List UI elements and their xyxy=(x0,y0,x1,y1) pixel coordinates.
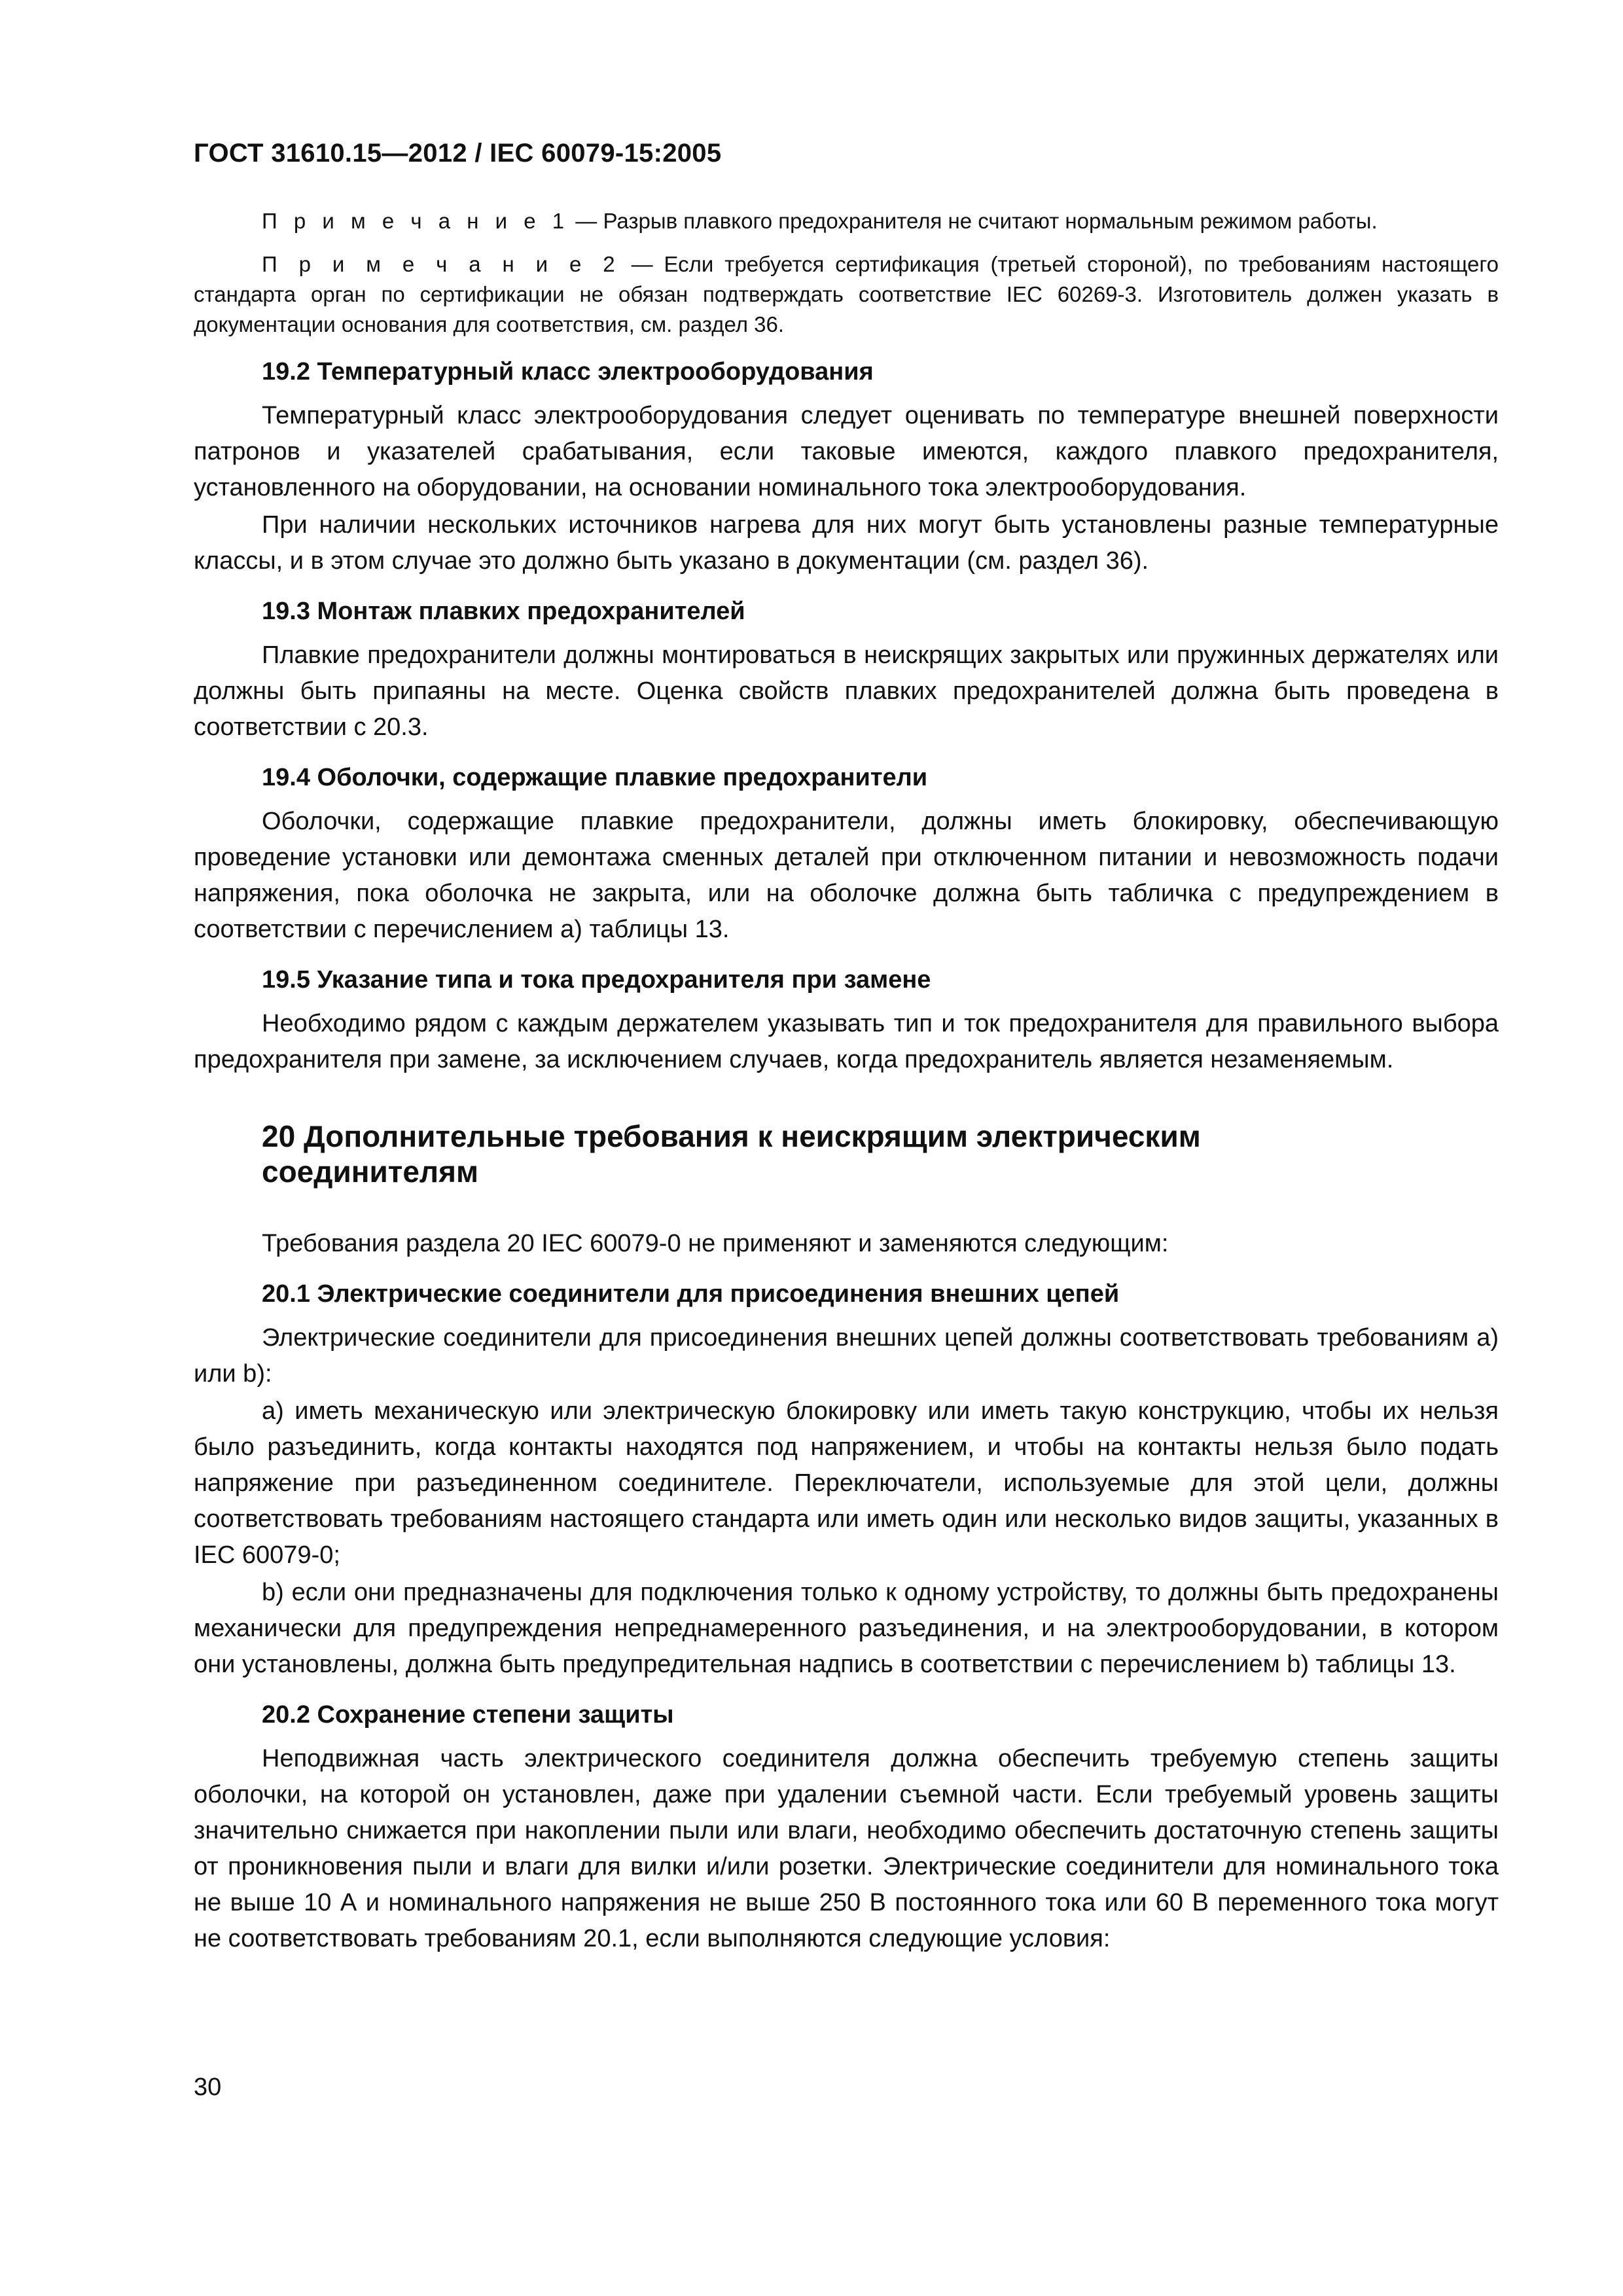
section-19-3-heading: 19.3 Монтаж плавких предохранителей xyxy=(262,598,745,625)
note-1 xyxy=(194,206,1499,236)
section-19-4-heading: 19.4 Оболочки, содержащие плавкие предохранители xyxy=(262,764,928,791)
paragraph: Неподвижная часть электрического соединителя должна обеспечить требуемую степень защиты оболочки, на которой он установлен, даже при удалении съемной части. Если требуемый уровень защиты значительно снижается при накоплении пыли или влаги, необходимо обеспечить достаточную степень защиты от проникновения пыли и влаги для вилки и/или розетки. Электрические соединители для номинального тока не выше 10 А и номинального напряжения не выше 250 В постоянного тока или 60 В переменного тока могут не соответствовать требованиям 20.1, если выполняются следующие условия: xyxy=(194,1745,1499,1952)
document-header: ГОСТ 31610.15—2012 / IEC 60079-15:2005 xyxy=(194,139,722,168)
note-label: П р и м е ч а н и е 1 xyxy=(262,209,570,233)
paragraph: Требования раздела 20 IEC 60079-0 не применяют и заменяются следующим: xyxy=(262,1230,1169,1257)
paragraph: Оболочки, содержащие плавкие предохранители, должны иметь блокировку, обеспечивающую проведение установки или демонтажа сменных деталей при отключенном питании и невозможность подачи напряжения, пока оболочка не закрыта, или на оболочке должна быть табличка с предупреждением в соответствии с перечислением a) таблицы 13. xyxy=(194,808,1499,943)
paragraph: При наличии нескольких источников нагрева для них могут быть установлены разные температурные классы, и в этом случае это должно быть указано в документации (см. раздел 36). xyxy=(194,511,1499,575)
note-text: — Если требуется сертификация (третьей стороной), по требованиям настоящего стандарта орган по сертификации не обязан подтверждать соответствие IEC 60269-3. Изготовитель должен указать в документации основания для соответствия, см. раздел 36. xyxy=(194,252,1499,336)
section-20-heading: 20 Дополнительные требования к неискрящим электрическим соединителям xyxy=(262,1119,1201,1189)
section-19-5-heading: 19.5 Указание типа и тока предохранителя при замене xyxy=(262,966,931,994)
note-text: — Разрыв плавкого предохранителя не считают нормальным режимом работы. xyxy=(569,209,1378,233)
paragraph: Температурный класс электрооборудования следует оценивать по температуре внешней поверхности патронов и указателей срабатывания, если таковые имеются, каждого плавкого предохранителя, установленного на оборудовании, на основании номинального тока электрооборудования. xyxy=(194,402,1499,501)
list-item-a: a) иметь механическую или электрическую блокировку или иметь такую конструкцию, чтобы их нельзя было разъединить, когда контакты находятся под напряжением, и чтобы на контакты нельзя было подать напряжение при разъединенном соединителе. Переключатели, используемые для этой цели, должны соответствовать требованиям настоящего стандарта или иметь один или несколько видов защиты, указанных в IEC 60079-0; xyxy=(194,1397,1499,1569)
section-20-2-heading: 20.2 Сохранение степени защиты xyxy=(262,1701,674,1729)
note-2 xyxy=(194,249,1499,340)
list-item-b: b) если они предназначены для подключения только к одному устройству, то должны быть предохранены механически для предупреждения непреднамеренного разъединения, и на электрооборудовании, в котором они установлены, должна быть предупредительная надпись в соответствии с перечислением b) таблицы 13. xyxy=(194,1579,1499,1678)
section-19-2-heading: 19.2 Температурный класс электрооборудования xyxy=(262,358,874,386)
paragraph: Необходимо рядом с каждым держателем указывать тип и ток предохранителя для правильного выбора предохранителя при замене, за исключением случаев, когда предохранитель является незаменяемым. xyxy=(194,1010,1499,1073)
section-20-1-heading: 20.1 Электрические соединители для присоединения внешних цепей xyxy=(262,1280,1120,1308)
paragraph: Электрические соединители для присоединения внешних цепей должны соответствовать требованиям a) или b): xyxy=(194,1324,1499,1388)
paragraph: Плавкие предохранители должны монтироваться в неискрящих закрытых или пружинных держателях или должны быть припаяны на месте. Оценка свойств плавких предохранителей должна быть проведена в соответствии с 20.3. xyxy=(194,641,1499,741)
document-page xyxy=(194,139,1499,1958)
page-number: 30 xyxy=(194,2073,222,2101)
note-label: П р и м е ч а н и е 2 xyxy=(262,252,620,276)
